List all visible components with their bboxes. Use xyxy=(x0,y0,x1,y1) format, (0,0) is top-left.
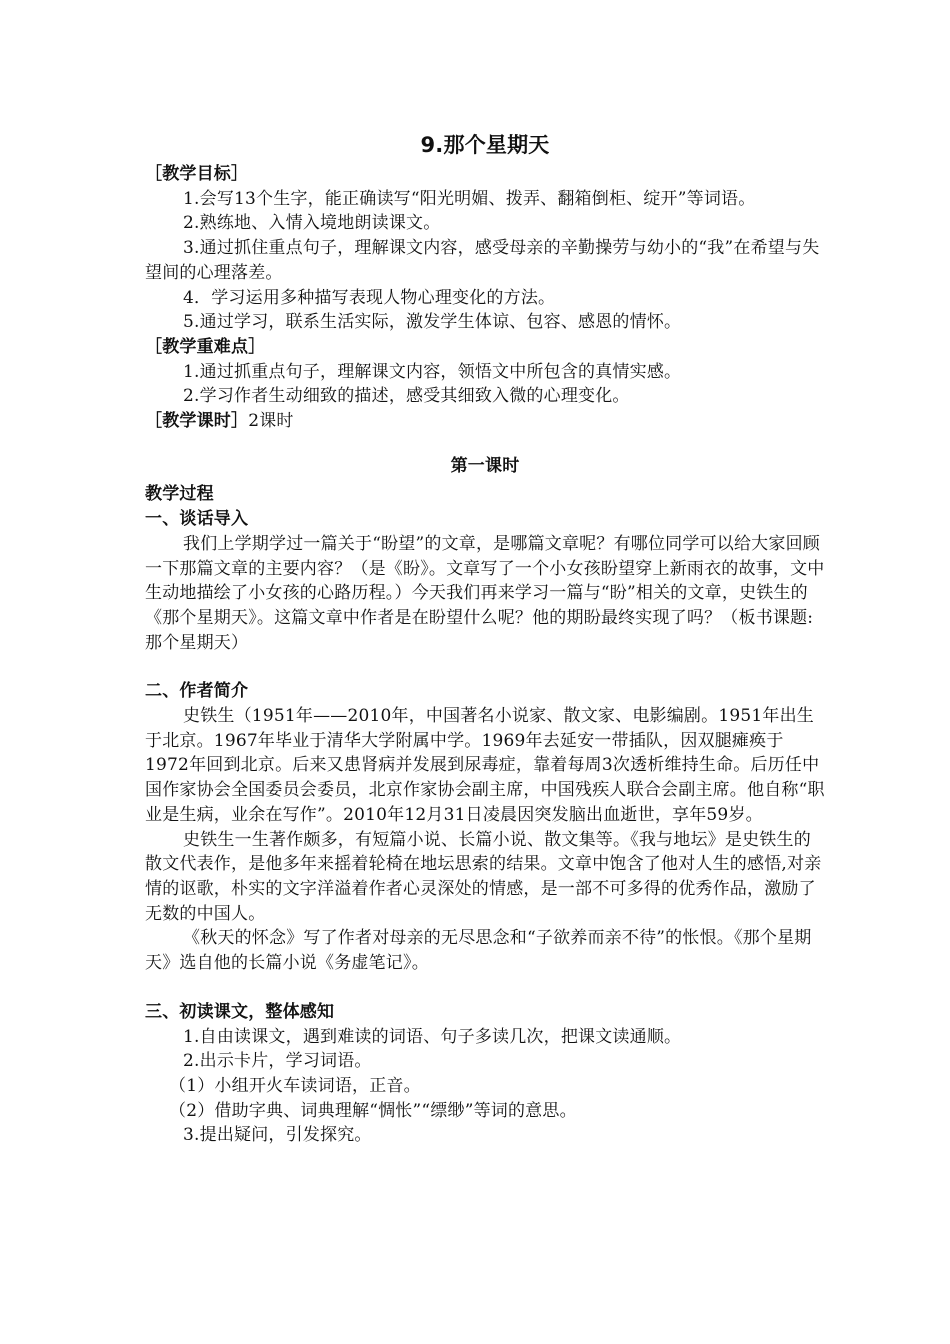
reading-item: 2.出示卡片，学习词语。 xyxy=(183,1051,372,1072)
key-points-heading: ［教学重难点］ xyxy=(145,336,266,357)
class-hours-heading: ［教学课时］ xyxy=(145,411,249,432)
author-paragraph-1: 史铁生（1951年——2010年，中国著名小说家、散文家、电影编剧。1951年出生于北京。1967年毕业于清华大学附属中学。1969年去延安一带插队，因双腿瘫痪于1972年回到北京。后来又患肾病并发展到尿毒症，靠着每周3次透析维持生命。后历任中国作家协会全国委员会委员，北京作家协会副主席，中国残疾人联合会副主席。他自称“职业是生病，业余在写作”。2010年12月31日凌晨因突发脑出血逝世，享年59岁。 xyxy=(145,706,825,825)
key-point-item: 1.通过抓重点句子，理解课文内容，领悟文中所包含的真情实感。 xyxy=(183,361,682,382)
section-author-heading: 二、作者简介 xyxy=(145,681,249,702)
section-intro-paragraph: 我们上学期学过一篇关于“盼望”的文章，是哪篇文章呢？有哪位同学可以给大家回顾一下那篇文章的主要内容？（是《盼》。文章写了一个小女孩盼望穿上新雨衣的故事，文中生动地描绘了小女孩的心路历程。）今天我们再来学习一篇与“盼”相关的文章，史铁生的《那个星期天》。这篇文章中作者是在盼望什么呢？他的期盼最终实现了吗？（板书课题:那个星期天） xyxy=(145,533,825,653)
section-intro-heading: 一、谈话导入 xyxy=(145,509,249,530)
reading-subitem: （2）借助字典、词典理解“惆怅”“缥缈”等词的意思。 xyxy=(169,1100,577,1121)
objective-item: 2.熟练地、入情入境地朗读课文。 xyxy=(183,213,441,234)
objective-item: 4．学习运用多种描写表现人物心理变化的方法。 xyxy=(183,287,556,308)
reading-item: 1.自由读课文，遇到难读的词语、句子多读几次，把课文读通顺。 xyxy=(183,1026,682,1047)
document-title: 9.那个星期天 xyxy=(420,133,550,157)
objective-item: 3.通过抓住重点句子，理解课文内容，感受母亲的辛勤操劳与幼小的“我”在希望与失望间的心理落差。 xyxy=(145,238,820,283)
key-point-item: 2.学习作者生动细致的描述，感受其细致入微的心理变化。 xyxy=(183,386,630,407)
spacer xyxy=(145,976,825,1000)
objectives-heading: ［教学目标］ xyxy=(145,164,249,184)
objective-item: 5.通过学习，联系生活实际，激发学生体谅、包容、感恩的情怀。 xyxy=(183,312,682,333)
author-paragraph-3: 《秋天的怀念》写了作者对母亲的无尽思念和“子欲养而亲不待”的怅恨。《那个星期天》选自他的长篇小说《务虚笔记》。 xyxy=(145,928,812,974)
lesson-title: 第一课时 xyxy=(450,455,520,476)
reading-subitem: （1）小组开火车读词语，正音。 xyxy=(169,1075,421,1096)
document-body xyxy=(145,130,825,1148)
author-paragraph-2: 史铁生一生著作颇多，有短篇小说、长篇小说、散文集等。《我与地坛》是史铁生的散文代表作，是他多年来摇着轮椅在地坛思索的结果。文章中饱含了他对人生的感悟,对亲情的讴歌，朴实的文字洋溢着作者心灵深处的情感，是一部不可多得的优秀作品，激励了无数的中国人。 xyxy=(145,829,822,924)
reading-item: 3.提出疑问，引发探究。 xyxy=(183,1125,372,1146)
objective-item: 1.会写13个生字，能正确读写“阳光明媚、拨弄、翻箱倒柜、绽开”等词语。 xyxy=(183,188,756,209)
class-hours-value: 2课时 xyxy=(248,411,294,432)
class-hours-line xyxy=(145,409,825,434)
spacer xyxy=(145,655,825,679)
section-reading-heading: 三、初读课文，整体感知 xyxy=(145,1001,335,1022)
process-heading: 教学过程 xyxy=(145,484,214,505)
